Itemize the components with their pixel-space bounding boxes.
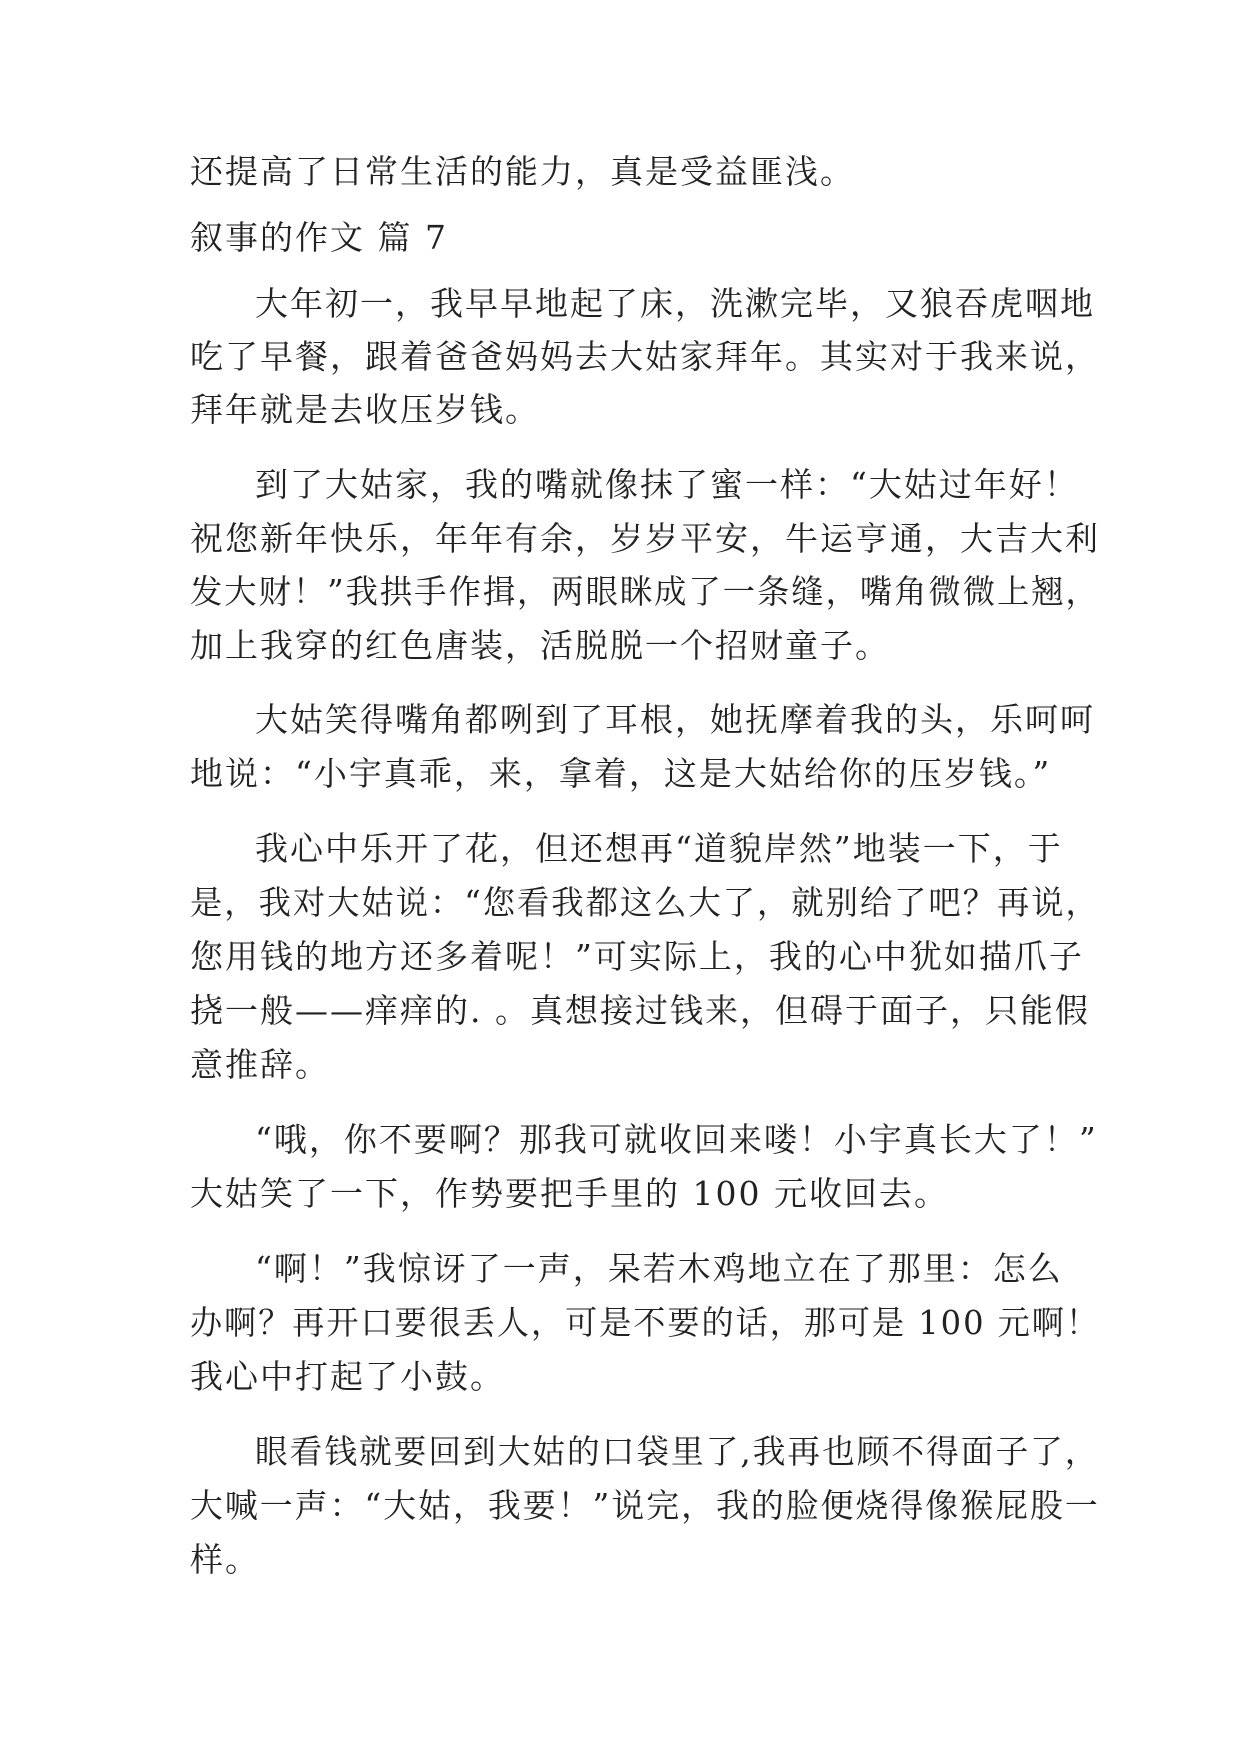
paragraph-line: 地说：“小宇真乖，来，拿着，这是大姑给你的压岁钱。” xyxy=(190,754,1052,793)
paragraph-line: 我心中打起了小鼓。 xyxy=(190,1357,505,1396)
paragraph-line: 祝您新年快乐，年年有余，岁岁平安，牛运亨通，大吉大利 xyxy=(190,519,1100,558)
paragraph-line: 我心中乐开了花，但还想再“道貌岸然”地装一下，于 xyxy=(255,829,1063,868)
paragraph-line: 拜年就是去收压岁钱。 xyxy=(190,390,540,429)
paragraph-line: 样。 xyxy=(190,1540,260,1579)
paragraph-line: 您用钱的地方还多着呢！”可实际上，我的心中犹如描爪子 xyxy=(190,937,1084,976)
paragraph-line: 加上我穿的红色唐装，活脱脱一个招财童子。 xyxy=(190,626,890,665)
paragraph-line: 意推辞。 xyxy=(190,1045,330,1084)
paragraph-line: 大姑笑了一下，作势要把手里的 100 元收回去。 xyxy=(190,1174,949,1213)
paragraph-line: “啊！”我惊讶了一声，呆若木鸡地立在了那里：怎么 xyxy=(255,1249,1063,1288)
paragraph-line: 还提高了日常生活的能力，真是受益匪浅。 xyxy=(190,152,855,191)
paragraph-line: 眼看钱就要回到大姑的口袋里了,我再也顾不得面子了， xyxy=(255,1432,1100,1471)
paragraph-line: “哦，你不要啊？那我可就收回来喽！小宇真长大了！” xyxy=(255,1120,1098,1159)
paragraph-line: 大年初一，我早早地起了床，洗漱完毕，又狼吞虎咽地 xyxy=(255,284,1095,323)
paragraph-line: 是，我对大姑说：“您看我都这么大了，就别给了吧？再说， xyxy=(190,883,1100,922)
paragraph-line: 吃了早餐，跟着爸爸妈妈去大姑家拜年。其实对于我来说， xyxy=(190,337,1100,376)
paragraph-line: 大喊一声：“大姑，我要！”说完，我的脸便烧得像猴屁股一 xyxy=(190,1486,1100,1525)
paragraph-line: 发大财！”我拱手作揖，两眼眯成了一条缝，嘴角微微上翘， xyxy=(190,572,1100,611)
paragraph-line: 到了大姑家，我的嘴就像抹了蜜一样：“大姑过年好！ xyxy=(255,465,1079,504)
section-heading: 叙事的作文 篇 7 xyxy=(190,218,448,257)
paragraph-line: 大姑笑得嘴角都咧到了耳根，她抚摩着我的头，乐呵呵 xyxy=(255,700,1095,739)
paragraph-line: 挠一般——痒痒的. 。真想接过钱来，但碍于面子，只能假 xyxy=(190,991,1090,1030)
paragraph-line: 办啊？再开口要很丢人，可是不要的话，那可是 100 元啊！ xyxy=(190,1303,1100,1342)
